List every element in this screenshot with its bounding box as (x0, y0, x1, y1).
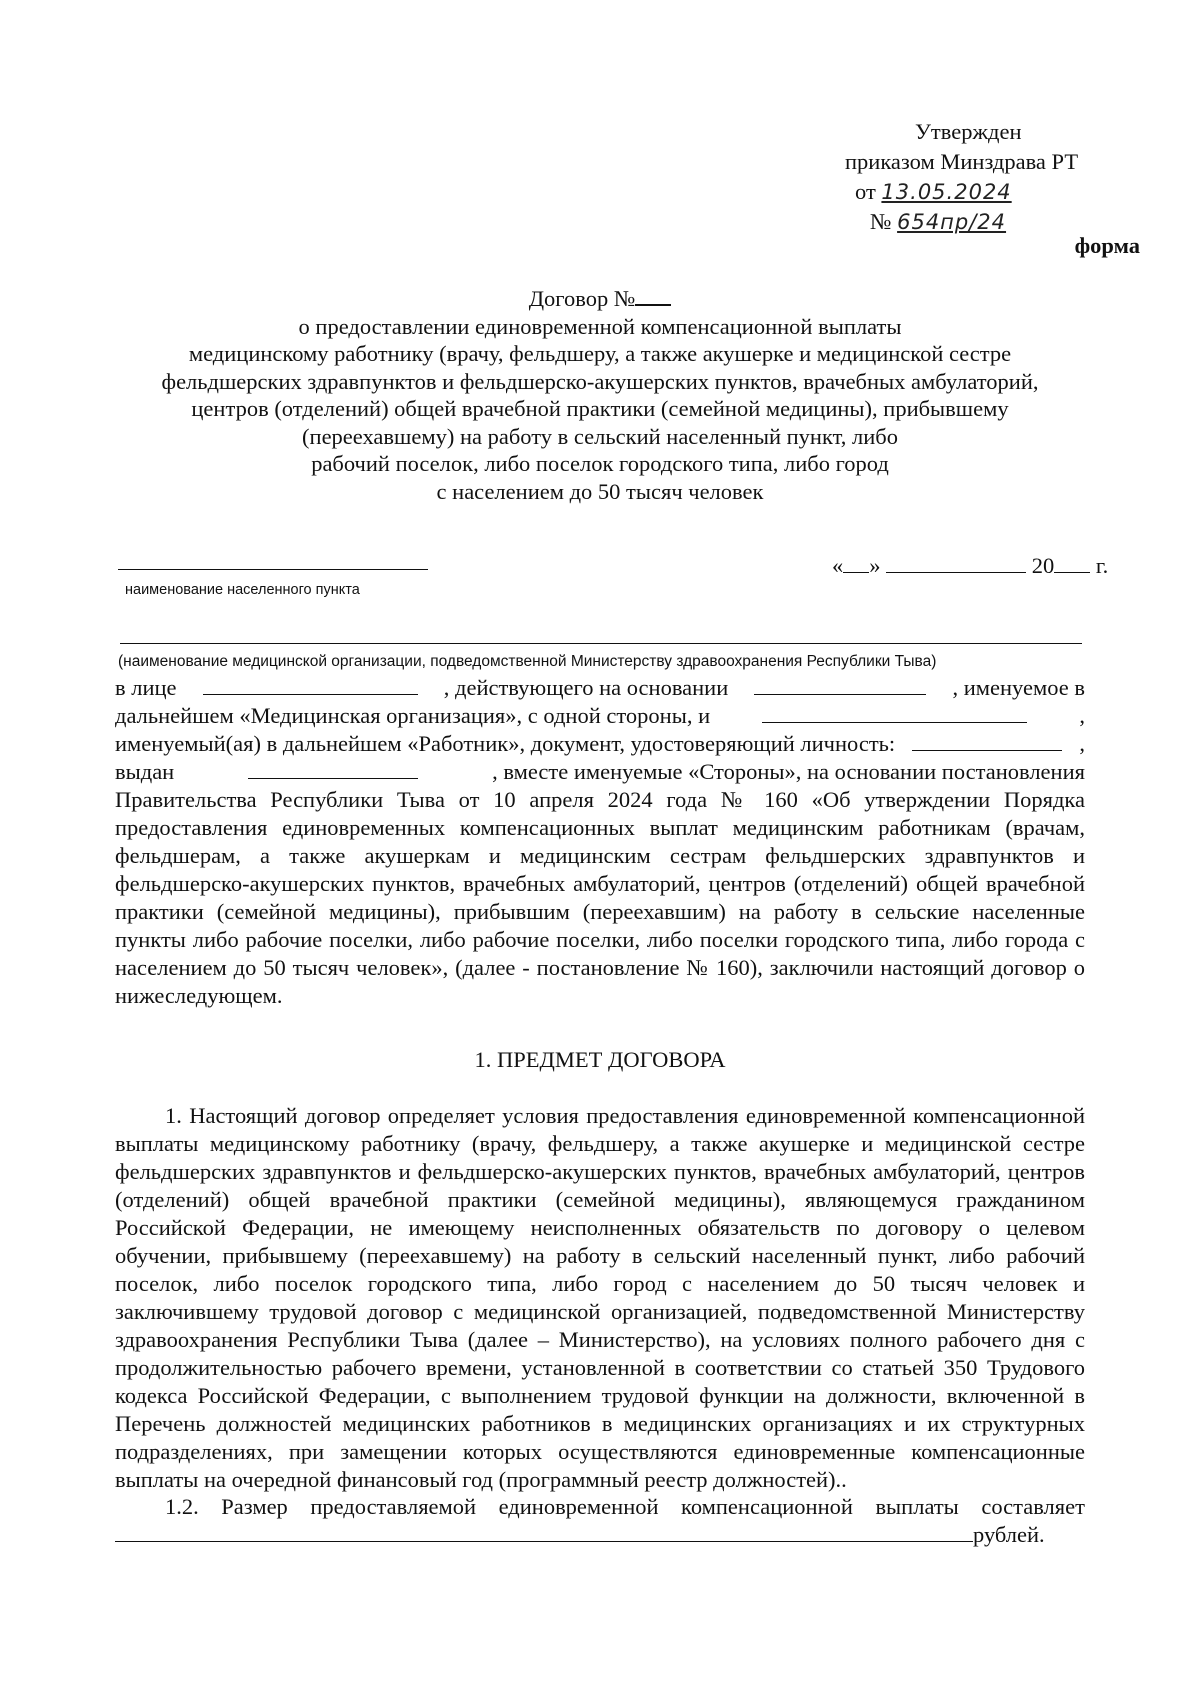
clause-1-2-line-1 (115, 1493, 1085, 1521)
title-line-6: (переехавшему) на работу в сельский населенный пункт, либо (302, 423, 898, 449)
preamble-text: , именуемое в (952, 675, 1085, 700)
title-line-2: о предоставлении единовременной компенсационной выплаты (298, 313, 902, 339)
clause-1-1: 1. Настоящий договор определяет условия предоставления единовременной компенсационной выплаты медицинскому работнику (врачу, фельдшеру, а также акушерке и медицинской сестре фельдшерских здравпунктов и фельдшерско-акушерских пунктов, врачебных амбулаторий, центров (отделений) общей врачебной практики (семейной медицины), являющемуся гражданином Российской Федерации, не имеющему неисполненных обязательств по договору о целевом обучении, прибывшему (переехавшему) на работу в сельский населенный пункт, либо рабочий поселок, либо поселок городского типа, либо город с населением до 50 тысяч человек и заключившему трудовой договор с медицинской организацией, подведомственной Министерству здравоохранения Республики Тыва (далее – Министерство), на условиях полного рабочего дня с продолжительностью рабочего времени, установленной в соответствии со статьей 350 Трудового кодекса Российской Федерации, с выполнением трудовой функции на должности, включенной в Перечень должностей медицинских работников в медицинских организациях и их структурных подразделениях, при замещении которых осуществляются единовременные компенсационные выплаты на очередной финансовый год (программный реестр должностей).. (115, 1103, 1085, 1492)
section-1-title: 1. ПРЕДМЕТ ДОГОВОРА (474, 1047, 726, 1072)
issued-by-blank (248, 758, 418, 779)
date-year-suffix: г. (1095, 553, 1109, 578)
organization-name-caption: (наименование медицинской организации, подведомственной Министерству здравоохранения Республики Тыва) (118, 653, 937, 670)
representative-blank (203, 674, 418, 695)
title-line-7: рабочий поселок, либо поселок городского типа, либо город (311, 451, 889, 476)
approval-number-prefix: № (870, 209, 892, 234)
preamble-line-2 (115, 702, 1085, 730)
approval-line-1: Утвержден (915, 119, 1022, 144)
preamble-text: , действующего на основании (443, 675, 729, 700)
title-line-3: медицинскому работнику (врачу, фельдшеру, а также акушерке и медицинской сестре (188, 341, 1012, 366)
preamble-text: дальнейшем «Медицинская организация», с одной стороны, и (115, 703, 711, 728)
contract-date (832, 552, 1108, 580)
preamble-paragraph (115, 674, 1085, 1010)
employee-name-blank (762, 702, 1027, 723)
approval-date-handwritten: 13.05.2024 (881, 180, 1012, 204)
place-name-caption: наименование населенного пункта (125, 582, 360, 598)
title-line-5: центров (отделений) общей врачебной практики (семейной медицины), прибывшему (191, 396, 1009, 421)
date-quote-open: « (832, 553, 844, 578)
clause-text: предоставляемой (310, 1494, 477, 1519)
approval-stamp (845, 117, 1105, 237)
preamble-text: , вместе именуемые «Стороны», на основании постановления (492, 759, 1085, 784)
payment-amount-blank (115, 1521, 973, 1542)
date-quote-close: » (869, 553, 881, 578)
title-line-8: с населением до 50 тысяч человек (436, 478, 764, 504)
clause-1-2 (115, 1493, 1085, 1549)
date-day-blank (843, 552, 869, 573)
preamble-text: , (1079, 731, 1085, 756)
preamble-rest: Правительства Республики Тыва от 10 апреля 2024 года № 160 «Об утверждении Порядка предоставления единовременных компенсационных выплат медицинским работникам (врачам, фельдшерам, а также акушеркам и медицинским сестрам фельдшерских здравпунктов и фельдшерско-акушерских пунктов, врачебных амбулаторий, центров (отделений) общей врачебной практики (семейной медицины), прибывшим (переехавшим) на работу в сельские населенные пункты либо рабочие поселки, либо рабочие поселки, либо поселки городского типа, либо города с населением до 50 тысяч человек», (далее - постановление № 160), заключили настоящий договор о нижеследующем. (115, 787, 1085, 1008)
identity-document-blank (912, 730, 1062, 751)
preamble-line-3 (115, 730, 1085, 758)
basis-blank (754, 674, 926, 695)
preamble-line-1 (115, 674, 1085, 702)
place-name-blank (118, 569, 428, 570)
currency-label: рублей. (973, 1522, 1045, 1547)
preamble-text: , (1079, 703, 1085, 728)
organization-name-blank (120, 643, 1082, 644)
preamble-text: в лице (115, 675, 177, 700)
approval-number (845, 207, 1105, 237)
approval-number-handwritten: 654пр/24 (897, 210, 1007, 234)
clause-text: 1.2. (165, 1494, 199, 1519)
title-contract-number-label: Договор № (528, 286, 636, 311)
approval-line-2: приказом Минздрава РТ (845, 149, 1079, 174)
contract-title (0, 284, 1200, 505)
date-year-blank (1054, 552, 1090, 573)
clause-1-2-line-2 (115, 1521, 1085, 1549)
preamble-text: именуемый(ая) в дальнейшем «Работник», документ, удостоверяющий личность: (115, 731, 896, 756)
clause-text: единовременной (498, 1494, 659, 1519)
approval-date (845, 177, 1105, 207)
clause-text: выплаты (875, 1494, 959, 1519)
preamble-text: выдан (115, 759, 175, 784)
date-century: 20 (1031, 553, 1055, 578)
preamble-line-4 (115, 758, 1085, 786)
title-line-4: фельдшерских здравпунктов и фельдшерско-акушерских пунктов, врачебных амбулаторий, (161, 368, 1039, 394)
contract-number-blank (635, 284, 671, 306)
approval-date-prefix: от (855, 179, 876, 204)
clause-text: составляет (981, 1494, 1085, 1519)
date-month-blank (886, 552, 1026, 573)
clause-text: компенсационной (681, 1494, 853, 1519)
title-line-1 (0, 284, 1200, 313)
clause-text: Размер (221, 1494, 288, 1519)
form-label: форма (1074, 233, 1140, 258)
